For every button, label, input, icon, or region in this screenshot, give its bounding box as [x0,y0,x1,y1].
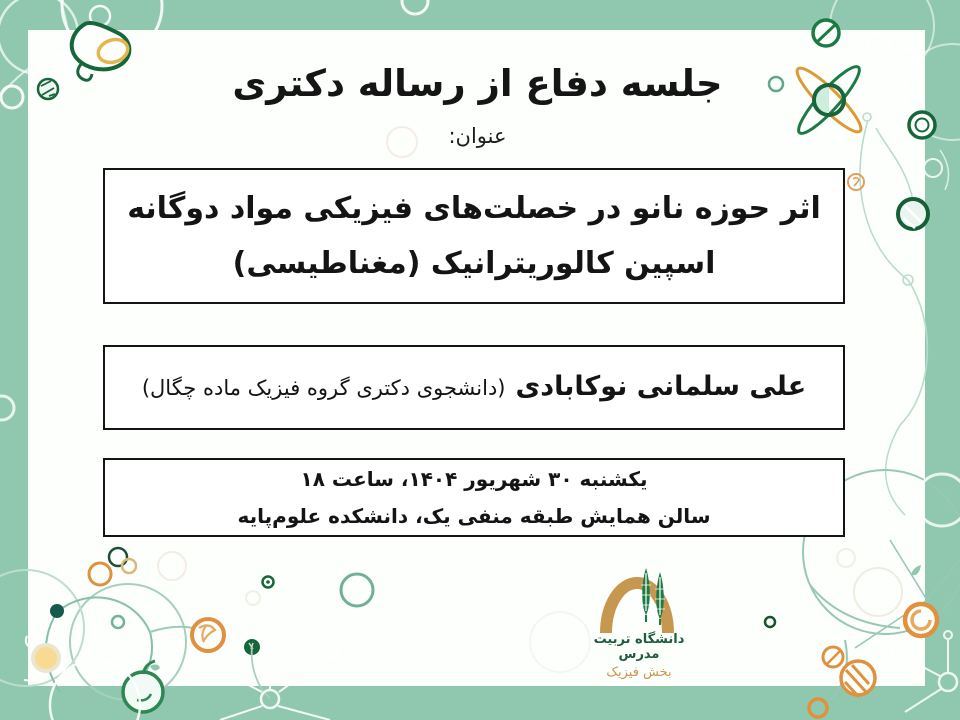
title-label: عنوان: [448,124,507,148]
presenter-affiliation: (دانشجوی دکتری گروه فیزیک ماده چگال) [141,376,506,400]
thesis-title-line2: اسپین کالوریترانیک (مغناطیسی) [232,246,716,281]
university-emblem-icon [584,565,694,635]
page-title: جلسه دفاع از رساله دکتری [232,62,723,105]
presenter-box [103,345,845,430]
teal-node [112,616,124,628]
session-venue: سالن همایش طبقه منفی یک، دانشکده علوم‌پایه [237,503,711,528]
green-ball-doodle [898,199,928,229]
thesis-title-box [103,168,845,304]
university-name: دانشگاه تربیت مدرس [593,632,685,662]
slashed-ring-doodle [813,20,839,46]
orange-slashed-ring [823,647,843,667]
target-dot-doodle [263,577,274,588]
orange-small-ring [809,699,827,717]
university-logo [577,565,701,680]
orange-swirl-ring [905,604,937,636]
orange-striped-ball [841,661,875,697]
white-ring-left-border [0,396,14,420]
thesis-title-line1: اثر حوزه نانو در خصلت‌های فیزیکی مواد دوگانه [127,190,821,226]
session-datetime: یکشنبه ۳۰ شهریور ۱۴۰۴، ساعت ۱۸ [300,466,648,491]
session-info-box [103,458,845,537]
presenter-name: علی سلمانی نوکابادی [515,371,807,402]
orange-ring [89,563,111,585]
dark-node [50,604,64,618]
orange-scribble-ball [192,619,224,651]
department-name: بخش فیزیک [606,665,672,680]
